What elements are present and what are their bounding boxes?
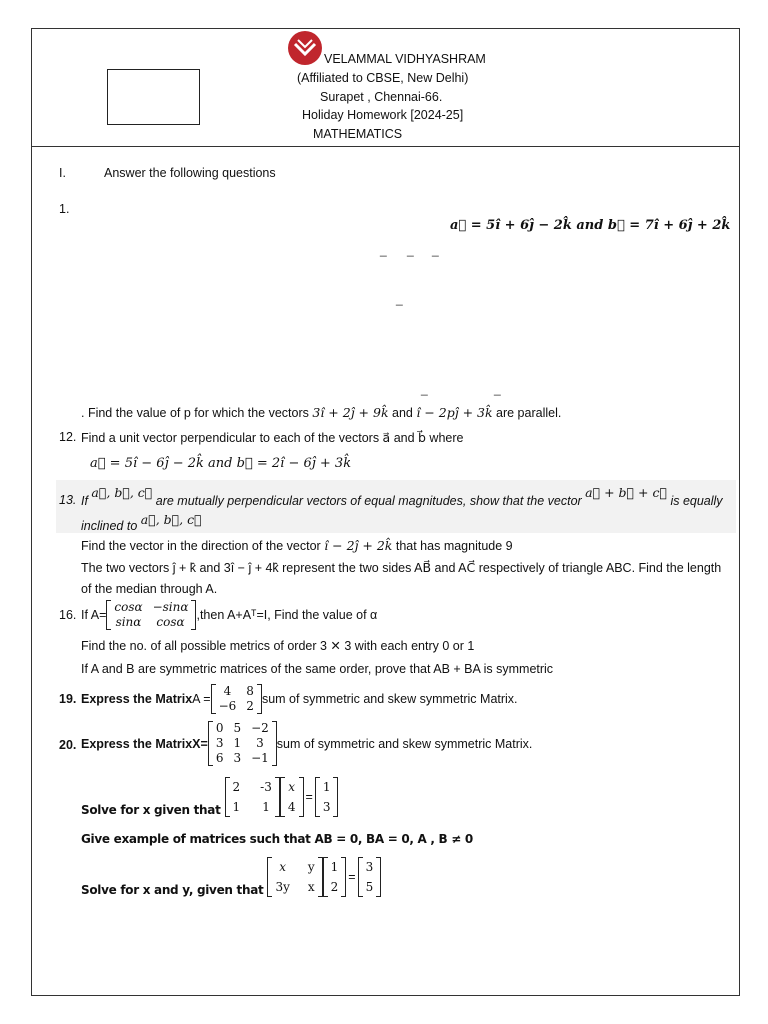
q16-matrix: cosα −sinα sinα cosα (106, 600, 196, 630)
header-divider (31, 146, 740, 147)
q15-line2: of the median through A. (81, 582, 218, 596)
q20-text: Express the Matrix X= 0 5 −2 3 1 3 6 3 −1 sum of symmetric and skew symmetric Matrix. (81, 721, 533, 765)
section-title: Answer the following questions (104, 166, 276, 180)
q12-text: Find a unit vector perpendicular to each of the vectors a⃗ and b⃗ where (81, 431, 464, 445)
school-name: VELAMMAL VIDHYASHRAM (324, 52, 486, 66)
q15-line1: The two vectors ĵ + k̂ and 3î − ĵ + 4k̂ represent the two sides AB⃗ and AC⃗ respectively of triangle ABC. Find the length (81, 561, 722, 575)
homework-title: Holiday Homework [2024-25] (302, 108, 464, 122)
q12-number: 12. (59, 430, 77, 444)
q19-matrix: 4 8 −6 2 (211, 684, 262, 714)
q20-matrix: 0 5 −2 3 1 3 6 3 −1 (208, 721, 277, 766)
q13-text: If a⃗, b⃗, c⃗ are mutually perpendicular vectors of equal magnitudes, show that the vector a⃗ + b⃗ + c⃗ is equally (81, 485, 723, 508)
stray-dash: _ (432, 243, 439, 257)
address: Surapet , Chennai-66. (320, 90, 443, 104)
q23-matrix-v: 1 2 (323, 857, 347, 897)
q17-text: Find the no. of all possible metrics of order 3 ✕ 3 with each entry 0 or 1 (81, 639, 475, 653)
stray-dash: _ (421, 382, 428, 396)
affiliation: (Affiliated to CBSE, New Delhi) (297, 71, 469, 85)
q13-number: 13. (59, 493, 77, 507)
q16-number: 16. (59, 608, 77, 622)
q23-matrix-a: x y 3y x (267, 857, 322, 897)
section-number: I. (59, 166, 66, 180)
q-parallel: . Find the value of p for which the vectors 3î + 2ĵ + 9k̂ and î − 2pĵ + 3k̂ are parallel. (81, 405, 562, 420)
q23-text: Solve for x and y, given that x y 3y x 1 2 = 3 5 (81, 857, 381, 897)
q21-text: Solve for x given that 2 -3 1 1 x 4 = 1 3 (81, 777, 338, 817)
photo-placeholder-box (107, 69, 200, 125)
q23-matrix-b: 3 5 (358, 857, 382, 897)
q16-text: If A= cosα −sinα sinα cosα ,then A+Aᵀ=I, Find the value of α (81, 600, 378, 629)
stray-dash: _ (407, 243, 414, 257)
q18-text: If A and B are symmetric matrices of the same order, prove that AB + BA is symmetric (81, 662, 554, 676)
q14-text: Find the vector in the direction of the vector î − 2ĵ + 2k̂ that has magnitude 9 (81, 538, 513, 553)
q13-text-line2: inclined to a⃗, b⃗, c⃗ (81, 512, 202, 533)
school-logo-icon (287, 30, 323, 66)
q19-text: Express the Matrix A = 4 8 −6 2 sum of symmetric and skew symmetric Matrix. (81, 684, 518, 713)
subject: MATHEMATICS (313, 127, 403, 141)
stray-dash: _ (380, 243, 387, 257)
q1-vectors: a⃗ = 5î + 6ĵ − 2k̂ and b⃗ = 7î + 6ĵ + 2k̂ (450, 218, 731, 233)
q12-vectors: a⃗ = 5î − 6ĵ − 2k̂ and b⃗ = 2î − 6ĵ + 3k̂ (90, 456, 352, 471)
stray-dash: _ (396, 292, 403, 306)
q1-number: 1. (59, 202, 70, 216)
stray-dash: _ (494, 382, 501, 396)
q21-matrix-b: 1 3 (315, 777, 339, 817)
q21-matrix-x: x 4 (280, 777, 304, 817)
q19-number: 19. (59, 692, 77, 706)
q22-text: Give example of matrices such that AB = 0, BA = 0, A , B ≠ 0 (81, 832, 473, 846)
q20-number: 20. (59, 738, 77, 752)
q21-matrix-a: 2 -3 1 1 (225, 777, 280, 817)
